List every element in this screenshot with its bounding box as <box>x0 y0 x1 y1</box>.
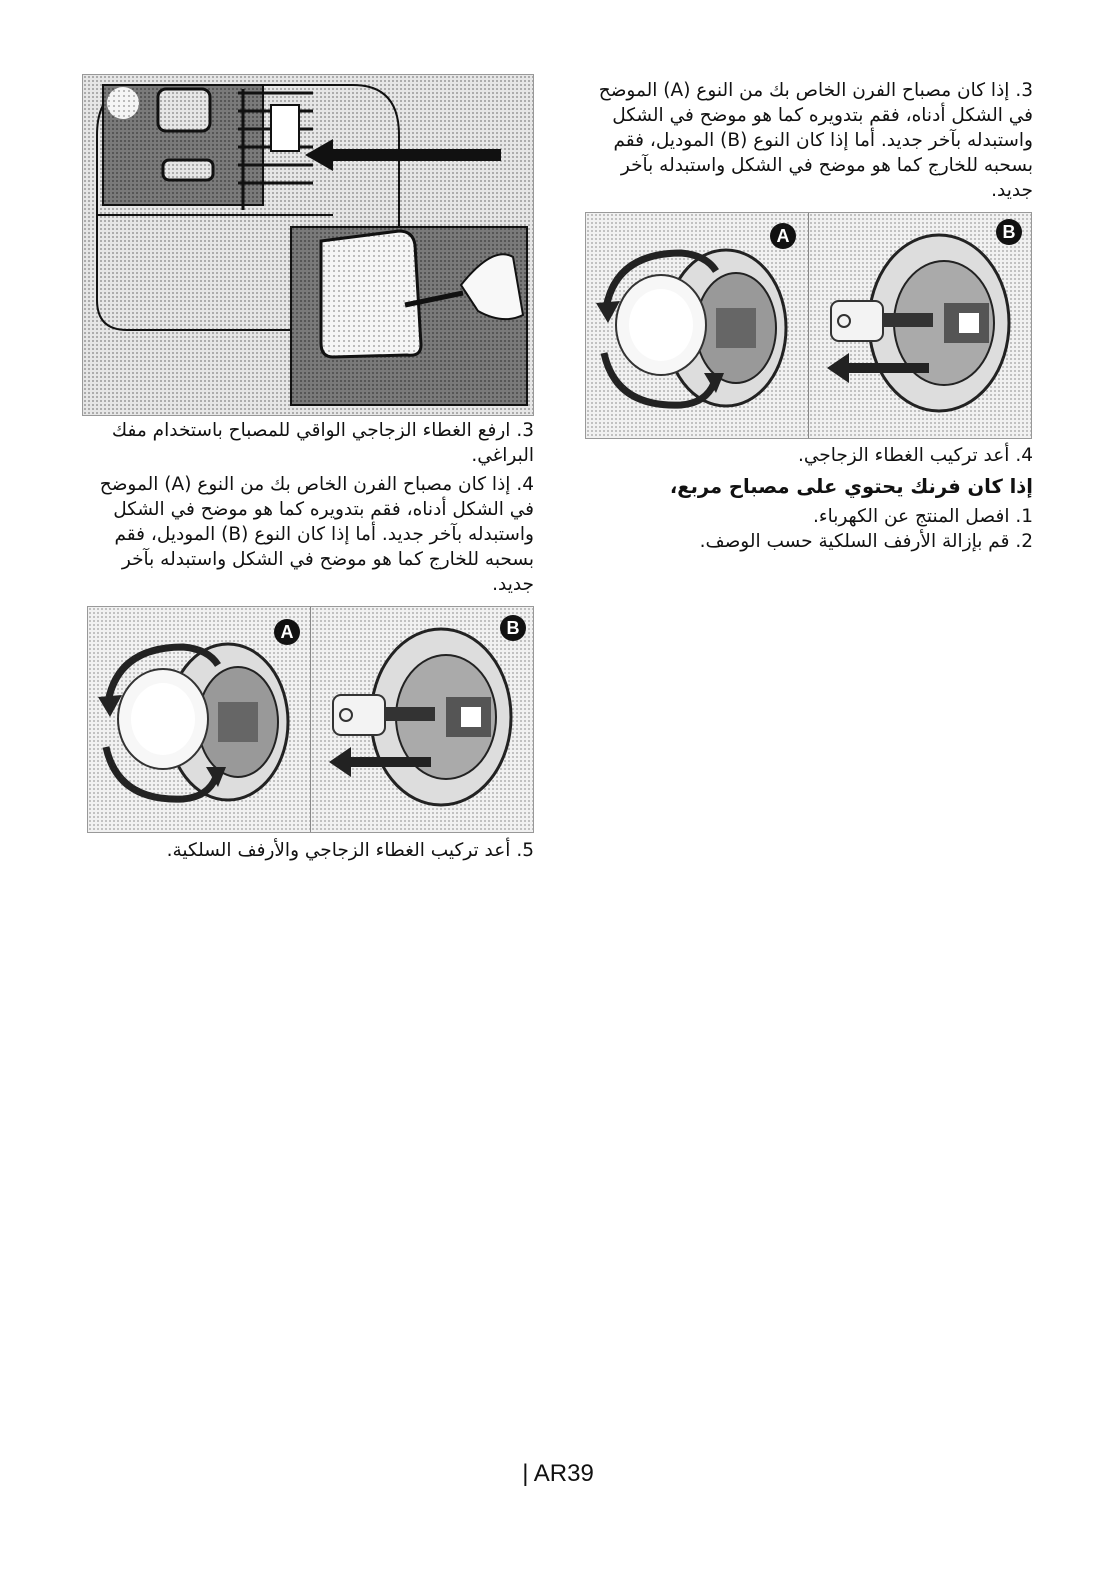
left-step-3: 3. ارفع الغطاء الزجاجي الواقي للمصباح باستخدام مفك البراغي. <box>111 420 534 466</box>
right-column-text-bottom <box>585 443 1033 554</box>
pull-lamp-illustration <box>809 213 1031 438</box>
square-lamp-step-2: 2. قم بإزالة الأرفف السلكية حسب الوصف. <box>699 531 1033 552</box>
rotate-lamp-illustration <box>586 213 808 438</box>
oven-interior-illustration <box>83 75 533 415</box>
right-step-4: 4. أعد تركيب الغطاء الزجاجي. <box>798 445 1033 466</box>
lamp-types-figure-right <box>585 212 1032 439</box>
square-lamp-step-1: 1. افصل المنتج عن الكهرباء. <box>812 506 1033 527</box>
pull-lamp-illustration <box>311 607 533 832</box>
right-column-text-top <box>585 78 1033 203</box>
lamp-type-a-panel <box>586 213 808 438</box>
type-b-badge: B <box>996 219 1022 245</box>
lamp-types-figure-left <box>87 606 534 833</box>
lamp-type-b-panel <box>311 607 533 832</box>
type-b-badge: B <box>500 615 526 641</box>
square-lamp-heading: إذا كان فرنك يحتوي على مصباح مربع، <box>669 475 1033 498</box>
oven-lamp-cover-figure <box>82 74 534 416</box>
left-column-text <box>82 418 534 597</box>
left-step-4: 4. إذا كان مصباح الفرن الخاص بك من النوع (A) الموضح في الشكل أدناه، فقم بتدويره كما هو موضح في الشكل واستبدله بآخر جديد. أما إذا كان النوع (B) الموديل، فقم بسحبه للخارج كما هو موضح في الشكل واستبدله بآخر جديد. <box>99 474 534 595</box>
right-step-3: 3. إذا كان مصباح الفرن الخاص بك من النوع (A) الموضح في الشكل أدناه، فقم بتدويره كما هو موضح في الشكل واستبدله بآخر جديد. أما إذا كان النوع (B) الموديل، فقم بسحبه للخارج كما هو موضح في الشكل واستبدله بآخر جديد. <box>598 80 1033 201</box>
left-step-5: 5. أعد تركيب الغطاء الزجاجي والأرفف السلكية. <box>166 840 534 861</box>
page-number: | AR39 <box>522 1460 594 1487</box>
lamp-type-b-panel <box>809 213 1031 438</box>
type-a-badge: A <box>274 619 300 645</box>
left-step-5-wrap <box>82 838 534 863</box>
type-a-badge: A <box>770 223 796 249</box>
